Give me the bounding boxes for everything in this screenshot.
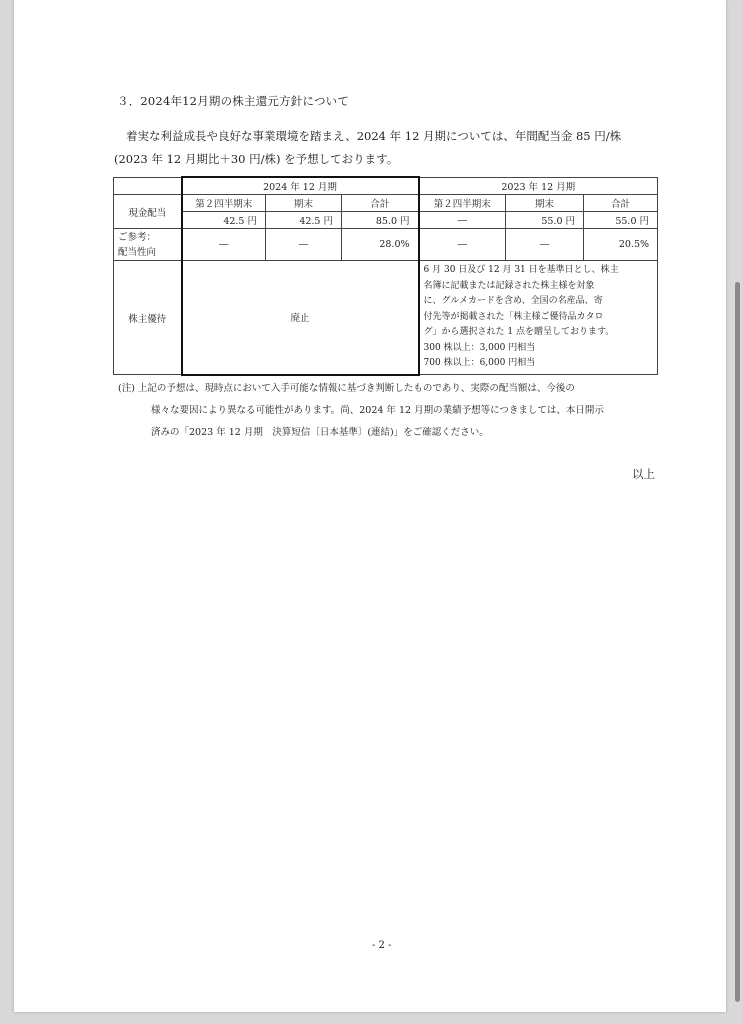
table-row [114, 195, 658, 212]
sub-header-cell: 合計 [584, 195, 658, 212]
payout-ratio-label-line: 配当性向 [118, 246, 157, 258]
cash-dividend-cell: ― [419, 212, 506, 229]
sub-header-cell: 第２四半期末 [182, 195, 266, 212]
intro-paragraph-line: (2023 年 12 月期比＋30 円/株) を予想しております。 [114, 152, 399, 166]
payout-ratio-label [114, 229, 182, 261]
sub-header-cell: 第２四半期末 [419, 195, 506, 212]
payout-ratio-cell: ― [182, 229, 266, 261]
payout-ratio-cell: 28.0% [342, 229, 419, 261]
cash-dividend-cell: 42.5 円 [266, 212, 342, 229]
table-row [114, 229, 658, 261]
intro-paragraph-line: 着実な利益成長や良好な事業環境を踏まえ、2024 年 12 月期については、年間配当金 85 円/株 [126, 129, 622, 143]
section-heading: ３．2024年12月期の株主還元方針について [117, 94, 350, 108]
period-header-2024: 2024 年 12 月期 [182, 177, 419, 195]
cash-dividend-label: 現金配当 [114, 195, 182, 229]
sub-header-cell: 期末 [266, 195, 342, 212]
intro-paragraph [114, 125, 664, 171]
benefit-text-line: 付先等が掲載された「株主様ご優待品カタロ [423, 311, 604, 322]
page-number: - 2 - [372, 940, 392, 951]
shareholder-benefit-label: 株主優待 [114, 261, 182, 375]
benefit-text-line: グ」から選択された 1 点を贈呈しております。 [423, 327, 615, 337]
dividend-table [113, 176, 658, 376]
shareholder-benefit-2023 [419, 261, 658, 375]
cash-dividend-cell: 42.5 円 [182, 212, 266, 229]
payout-ratio-label-line: ご参考： [118, 231, 157, 243]
benefit-text-line: に、グルメカードを含め、全国の名産品、寄 [423, 296, 603, 306]
table-row [114, 212, 658, 229]
benefit-text-line: 名簿に記載または記録された株主様を対象 [423, 280, 595, 291]
payout-ratio-cell: 20.5% [584, 229, 658, 261]
cash-dividend-cell: 85.0 円 [342, 212, 419, 229]
footnote [118, 378, 663, 444]
sub-header-cell: 合計 [342, 195, 419, 212]
footnote-line: 済みの「2023 年 12 月期 決算短信〔日本基準〕(連結)」をご確認ください。 [151, 427, 489, 438]
shareholder-benefit-2024: 廃止 [182, 261, 419, 375]
sub-header-cell: 期末 [506, 195, 584, 212]
closing-mark: 以上 [632, 467, 655, 481]
payout-ratio-cell: ― [419, 229, 506, 261]
footnote-line: (注) 上記の予想は、現時点において入手可能な情報に基づき判断したものであり、実際の配当額は、今後の [118, 383, 575, 394]
payout-ratio-cell: ― [506, 229, 584, 261]
benefit-text-line: 700 株以上：6,000 円相当 [423, 358, 536, 368]
footnote-line: 様々な要因により異なる可能性があります。尚、2024 年 12 月期の業績予想等につきましては、本日開示 [151, 405, 604, 416]
table-row [114, 261, 658, 375]
payout-ratio-cell: ― [266, 229, 342, 261]
table-row [114, 177, 658, 195]
benefit-text-line: 300 株以上：3,000 円相当 [423, 342, 536, 353]
table-corner-cell [114, 177, 182, 195]
period-header-2023: 2023 年 12 月期 [419, 177, 658, 195]
cash-dividend-cell: 55.0 円 [506, 212, 584, 229]
document-page [14, 0, 726, 1012]
benefit-text-line: 6 月 30 日及び 12 月 31 日を基準日とし、株主 [423, 265, 619, 275]
vertical-scrollbar[interactable] [735, 282, 740, 1002]
cash-dividend-cell: 55.0 円 [584, 212, 658, 229]
